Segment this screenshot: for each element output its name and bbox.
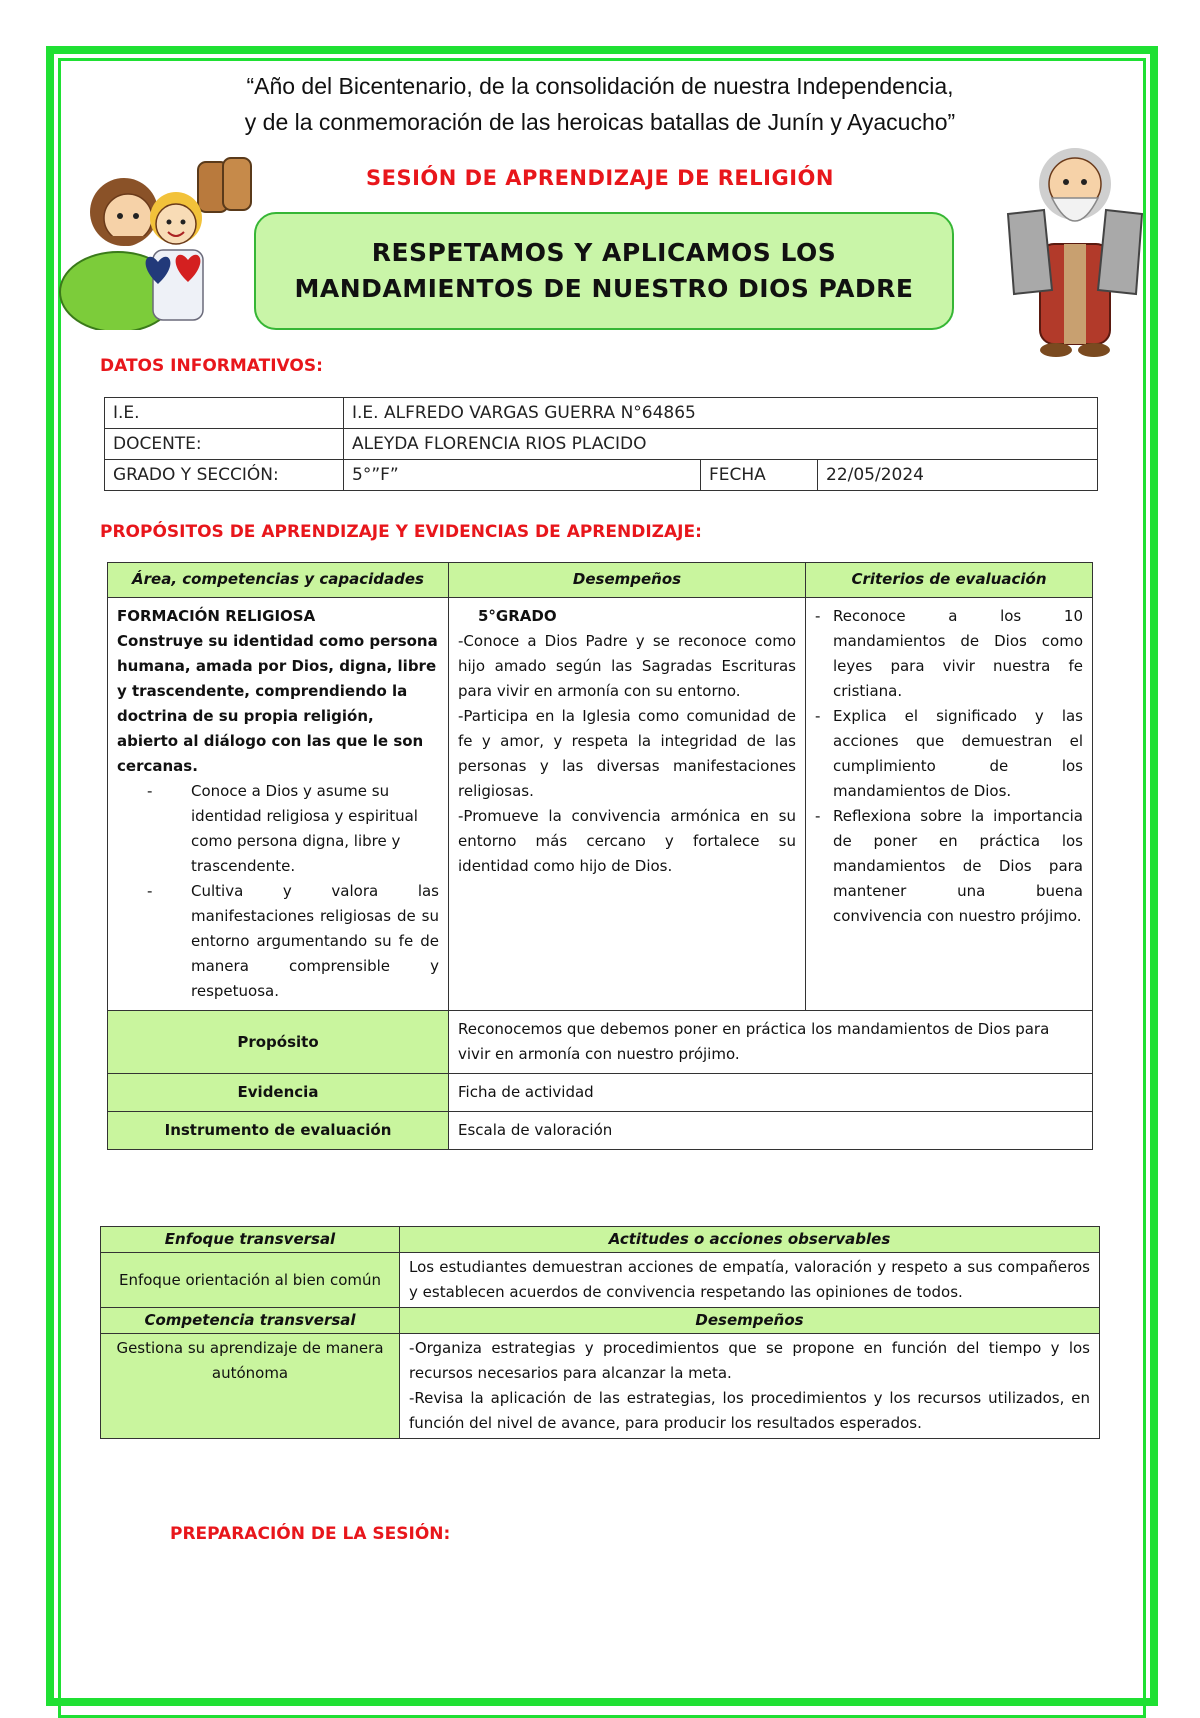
table-row xyxy=(108,598,1093,1011)
evidencia-label: Evidencia xyxy=(108,1074,449,1112)
col-header-area: Área, competencias y capacidades xyxy=(108,563,449,598)
ie-label: I.E. xyxy=(105,398,344,429)
grado-label: GRADO Y SECCIÓN: xyxy=(105,460,344,491)
list-item: - Explica el significado y las acciones que demuestran el cumplimiento de los mandamientos de Dios. xyxy=(815,704,1083,804)
propositos-table xyxy=(107,562,1093,1150)
desempeno-item: -Organiza estrategias y procedimientos que se propone en función del tiempo y los recursos necesarios para alcanzar la meta. xyxy=(409,1339,1090,1382)
table-row xyxy=(108,1011,1093,1074)
table-row xyxy=(105,429,1098,460)
lesson-title-box xyxy=(254,212,954,330)
desempeno-item: -Revisa la aplicación de las estrategias, los procedimientos y los recursos utilizados, en función del nivel de avance, para producir los resultados esperados. xyxy=(409,1389,1090,1432)
session-title: SESIÓN DE APRENDIZAJE DE RELIGIÓN xyxy=(366,166,834,190)
list-item: - Reconoce a los 10 mandamientos de Dios como leyes para vivir nuestra fe cristiana. xyxy=(815,604,1083,704)
enfoque-name: Enfoque orientación al bien común xyxy=(101,1253,400,1308)
instrumento-label: Instrumento de evaluación xyxy=(108,1112,449,1150)
col-header-actitudes: Actitudes o acciones observables xyxy=(400,1227,1100,1253)
evidencia-value: Ficha de actividad xyxy=(449,1074,1093,1112)
table-row xyxy=(108,1074,1093,1112)
motto-text: “Año del Bicentenario, de la consolidación de nuestra Independencia, y de la conmemoración de las heroicas batallas de Junín y Ayacucho” xyxy=(244,73,956,135)
col-header-criterios: Criterios de evaluación xyxy=(806,563,1093,598)
area-name: FORMACIÓN RELIGIOSA xyxy=(117,607,316,625)
competencia-text: Construye su identidad como persona humana, amada por Dios, digna, libre y trascendente, comprendiendo la doctrina de su propia religión, abierto al diálogo con las que le son cercanas. xyxy=(117,632,438,775)
criterios-list xyxy=(815,604,1083,929)
grado-label: 5°GRADO xyxy=(478,607,557,625)
ie-value: I.E. ALFREDO VARGAS GUERRA N°64865 xyxy=(344,398,1098,429)
datos-heading: DATOS INFORMATIVOS: xyxy=(100,356,323,376)
enfoque-value: Los estudiantes demuestran acciones de empatía, valoración y respeto a sus compañeros y establecen acuerdos de convivencia respetando las opiniones de todos. xyxy=(400,1253,1100,1308)
lesson-title: RESPETAMOS Y APLICAMOS LOS MANDAMIENTOS DE NUESTRO DIOS PADRE xyxy=(294,238,914,303)
table-header-row xyxy=(101,1227,1100,1253)
competencia-name: Gestiona su aprendizaje de manera autónoma xyxy=(101,1334,400,1439)
table-row xyxy=(105,460,1098,491)
moses-tablets-illustration xyxy=(1000,134,1150,364)
desempenos-cell xyxy=(449,598,806,1011)
desempeno-item: -Promueve la convivencia armónica en su entorno más cercano y fortalece su identidad como hijo de Dios. xyxy=(458,807,796,875)
list-item: - Reflexiona sobre la importancia de poner en práctica los mandamientos de Dios para mantener una buena convivencia con nuestro prójimo. xyxy=(815,804,1083,929)
table-row xyxy=(101,1334,1100,1439)
proposito-value: Reconocemos que debemos poner en práctica los mandamientos de Dios para vivir en armonía con nuestro prójimo. xyxy=(449,1011,1093,1074)
table-row xyxy=(108,1112,1093,1150)
enfoque-table xyxy=(100,1226,1100,1439)
col-header-competencia: Competencia transversal xyxy=(101,1308,400,1334)
docente-label: DOCENTE: xyxy=(105,429,344,460)
col-header-comp-desempenos: Desempeños xyxy=(400,1308,1100,1334)
propositos-heading: PROPÓSITOS DE APRENDIZAJE Y EVIDENCIAS DE APRENDIZAJE: xyxy=(100,522,702,542)
jesus-child-illustration xyxy=(58,152,258,330)
table-row xyxy=(101,1253,1100,1308)
instrumento-value: Escala de valoración xyxy=(449,1112,1093,1150)
fecha-value: 22/05/2024 xyxy=(818,460,1098,491)
table-header-row xyxy=(108,563,1093,598)
area-cell xyxy=(108,598,449,1011)
datos-table xyxy=(104,397,1098,491)
desempeno-item: -Conoce a Dios Padre y se reconoce como hijo amado según las Sagradas Escrituras para vivir en armonía con su entorno. xyxy=(458,632,796,700)
col-header-desempenos: Desempeños xyxy=(449,563,806,598)
capacidades-list xyxy=(117,779,439,1004)
fecha-label: FECHA xyxy=(701,460,818,491)
list-item: - Conoce a Dios y asume su identidad religiosa y espiritual como persona digna, libre y trascendente. xyxy=(147,779,439,879)
desempeno-item: -Participa en la Iglesia como comunidad de fe y amor, y respeta la integridad de las personas y las diversas manifestaciones religiosas. xyxy=(458,707,796,800)
docente-value: ALEYDA FLORENCIA RIOS PLACIDO xyxy=(344,429,1098,460)
competencia-values xyxy=(400,1334,1100,1439)
table-header-row xyxy=(101,1308,1100,1334)
criterios-cell xyxy=(806,598,1093,1011)
grado-value: 5°”F” xyxy=(344,460,701,491)
col-header-enfoque: Enfoque transversal xyxy=(101,1227,400,1253)
list-item: - Cultiva y valora las manifestaciones religiosas de su entorno argumentando su fe de manera comprensible y respetuosa. xyxy=(147,879,439,1004)
preparacion-heading: PREPARACIÓN DE LA SESIÓN: xyxy=(170,1524,451,1544)
table-row xyxy=(105,398,1098,429)
proposito-label: Propósito xyxy=(108,1011,449,1074)
